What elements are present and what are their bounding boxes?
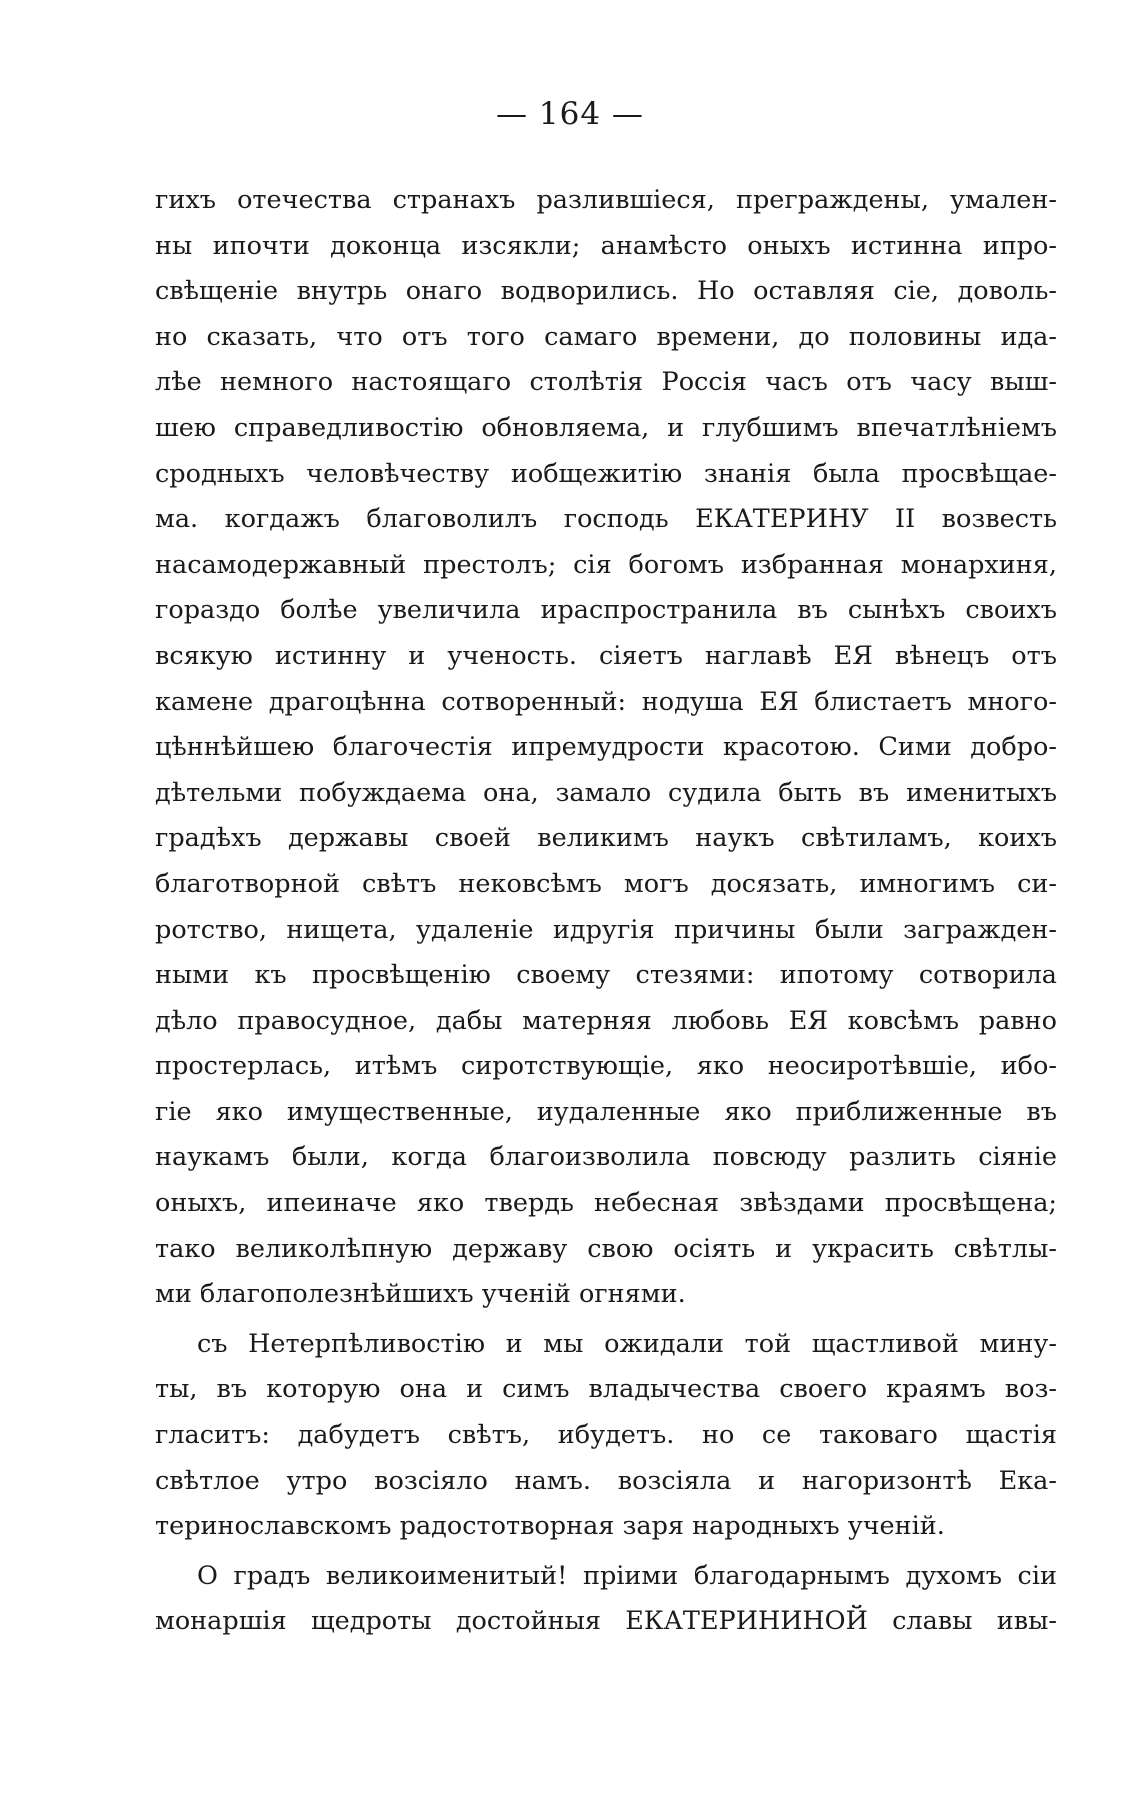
text-line: ны ипочти доконца изсякли; анамѣсто оныхъ истинна ипро- — [155, 230, 1057, 261]
text-line: ными къ просвѣщенію своему стезями: ипотому сотворила — [155, 960, 1057, 991]
text-line: дѣло правосудное, дабы матерняя любовь ЕЯ ковсѣмъ равно — [155, 1005, 1057, 1036]
text-line: гласитъ: дабудетъ свѣтъ, ибудетъ. но се таковаго щастія — [155, 1420, 1057, 1451]
text-line: благотворной свѣтъ нековсѣмъ могъ досязать, имногимъ си- — [155, 868, 1057, 899]
text-line: градѣхъ державы своей великимъ наукъ свѣтиламъ, коихъ — [155, 823, 1057, 854]
text-line: но сказать, что отъ того самаго времени, до половины ида- — [155, 321, 1057, 352]
text-line: шею справедливостію обновляема, и глубшимъ впечатлѣніемъ — [155, 412, 1057, 443]
text-line: наукамъ были, когда благоизволила повсюду разлить сіяніе — [155, 1142, 1057, 1173]
text-line: всякую истинну и ученость. сіяетъ наглавѣ ЕЯ вѣнецъ отъ — [155, 640, 1057, 671]
text-line: ма. когдажъ благоволилъ господь ЕКАТЕРИНУ II возвесть — [155, 504, 1057, 535]
text-line: тако великолѣпную державу свою осіять и украсить свѣтлы- — [155, 1233, 1057, 1264]
text-line: ты, въ которую она и симъ владычества своего краямъ воз- — [155, 1374, 1057, 1405]
text-line: гихъ отечества странахъ разлившіеся, преграждены, умален- — [155, 185, 1057, 215]
text-line: ми благополезнѣйшихъ ученій огнями. — [155, 1279, 686, 1310]
text-line: гораздо болѣе увеличила ираспространила въ сынѣхъ своихъ — [155, 595, 1057, 626]
paragraph-3 — [155, 1554, 1057, 1645]
text-line: свѣтлое утро возсіяло намъ. возсіяла и нагоризонтѣ Ека- — [155, 1465, 1057, 1496]
text-line: монаршія щедроты достойныя ЕКАТЕРИНИНОЙ славы ивы- — [155, 1606, 1057, 1637]
body-text — [155, 178, 1057, 1645]
text-line: камене драгоцѣнна сотворенный: нодуша ЕЯ блистаетъ много- — [155, 686, 1057, 717]
text-line: простерлась, итѣмъ сиротствующіе, яко неосиротѣвшіе, ибо- — [155, 1051, 1057, 1082]
text-line: О градъ великоименитый! пріими благодарнымъ духомъ сіи — [197, 1560, 1057, 1591]
text-line: дѣтельми побуждаема она, замало судила быть въ именитыхъ — [155, 777, 1057, 808]
text-line: ротство, нищета, удаленіе идругія причины были загражден- — [155, 914, 1057, 945]
text-line: лѣе немного настоящаго столѣтія Россія часъ отъ часу выш- — [155, 367, 1057, 398]
text-line: съ Нетерпѣливостію и мы ожидали той щастливой мину- — [197, 1328, 1057, 1359]
text-line: цѣннѣйшею благочестія ипремудрости красотою. Сими добро- — [155, 732, 1057, 763]
text-line: оныхъ, ипеиначе яко твердь небесная звѣздами просвѣщена; — [155, 1188, 1057, 1219]
text-line: свѣщеніе внутрь онаго водворились. Но оставляя сіе, доволь- — [155, 276, 1057, 307]
page-number: — 164 — — [496, 96, 644, 132]
paragraph-1 — [155, 178, 1057, 1318]
text-line: насамодержавный престолъ; сія богомъ избранная монархиня, — [155, 549, 1057, 580]
text-line: сродныхъ человѣчеству иобщежитію знанія была просвѣщае- — [155, 458, 1057, 489]
text-line: гіе яко имущественные, иудаленные яко приближенные въ — [155, 1096, 1057, 1127]
text-line: теринославскомъ радостотворная заря народныхъ ученій. — [155, 1511, 945, 1542]
paragraph-2 — [155, 1322, 1057, 1550]
